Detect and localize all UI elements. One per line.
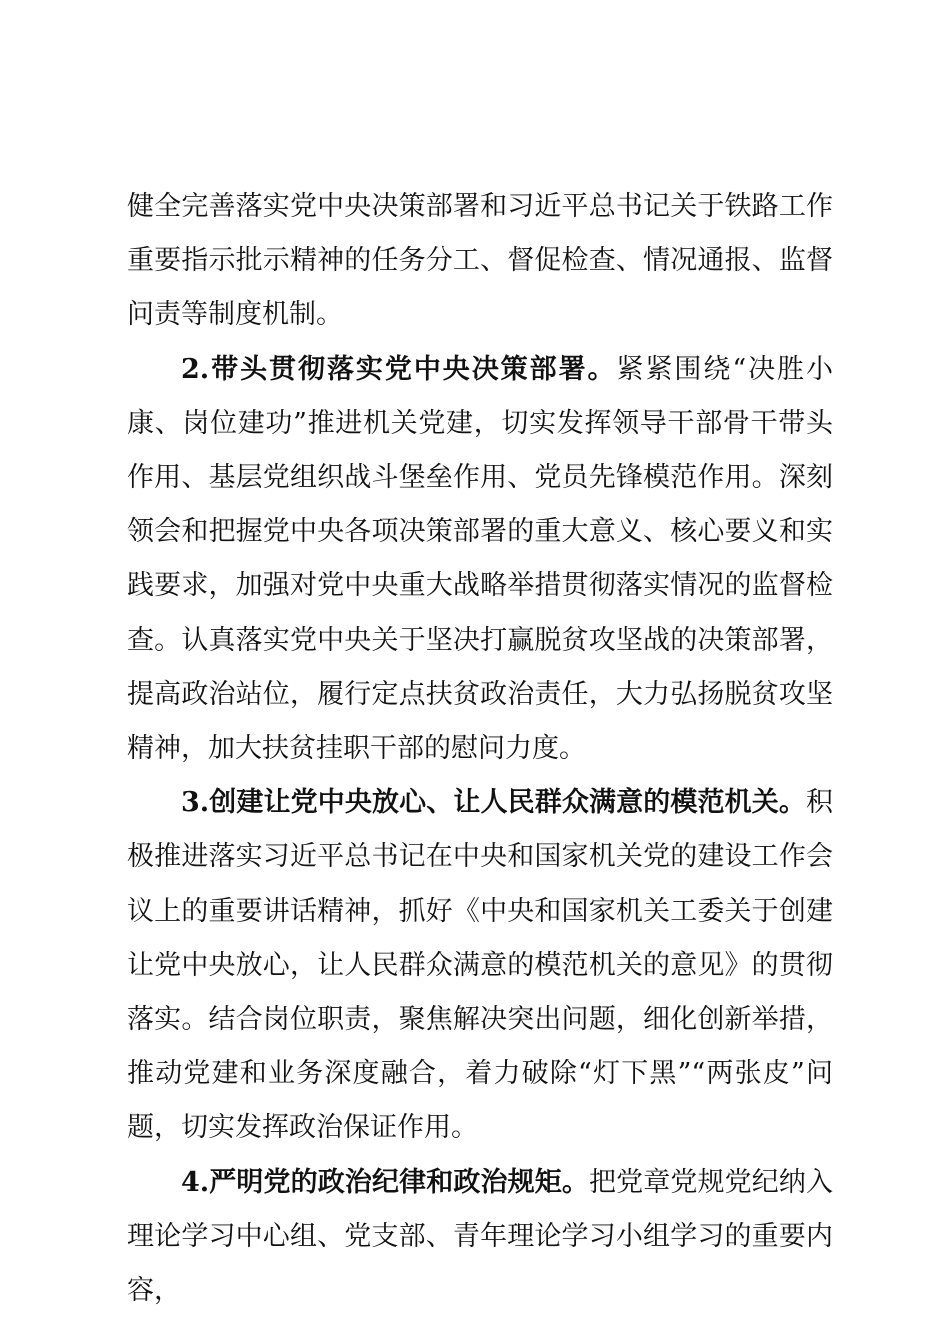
paragraph-4-body: 把党章党规党纪纳入理论学习中心组、党支部、青年理论学习小组学习的重要内容， [127, 1166, 834, 1307]
paragraph-2-body: 紧紧围绕“决胜小康、岗位建功”推进机关党建，切实发挥领导干部骨干带头作用、基层党组织战斗堡垒作用、党员先锋模范作用。深刻领会和把握党中央各项决策部署的重大意义、核心要义和实践要求，加强对党中央重大战略举措贯彻落实情况的监督检查。认真落实党中央关于坚决打赢脱贫攻坚战的决策部署，提高政治站位，履行定点扶贫政治责任，大力弘扬脱贫攻坚精神，加大扶贫挂职干部的慰问力度。 [127, 353, 834, 765]
paragraph-2-heading: 2.带头贯彻落实党中央决策部署。 [181, 353, 617, 385]
paragraph-3-heading: 3.创建让党中央放心、让人民群众满意的模范机关。 [181, 787, 806, 819]
paragraph-3-body: 积极推进落实习近平总书记在中央和国家机关党的建设工作会议上的重要讲话精神，抓好《中央和国家机关工委关于创建让党中央放心，让人民群众满意的模范机关的意见》的贯彻落实。结合岗位职责，聚焦解决突出问题，细化创新举措，推动党建和业务深度融合，着力破除“灯下黑”“两张皮”问题，切实发挥政治保证作用。 [127, 787, 833, 1144]
paragraph-4 [127, 1156, 833, 1319]
paragraph-3 [127, 776, 833, 1155]
paragraph-1 [127, 180, 833, 343]
paragraph-2 [127, 343, 833, 777]
paragraph-4-heading: 4.严明党的政治纪律和政治规矩。 [181, 1166, 590, 1198]
paragraph-1-body: 健全完善落实党中央决策部署和习近平总书记关于铁路工作重要指示批示精神的任务分工、督促检查、情况通报、监督问责等制度机制。 [127, 191, 833, 331]
document-page [127, 180, 833, 1318]
